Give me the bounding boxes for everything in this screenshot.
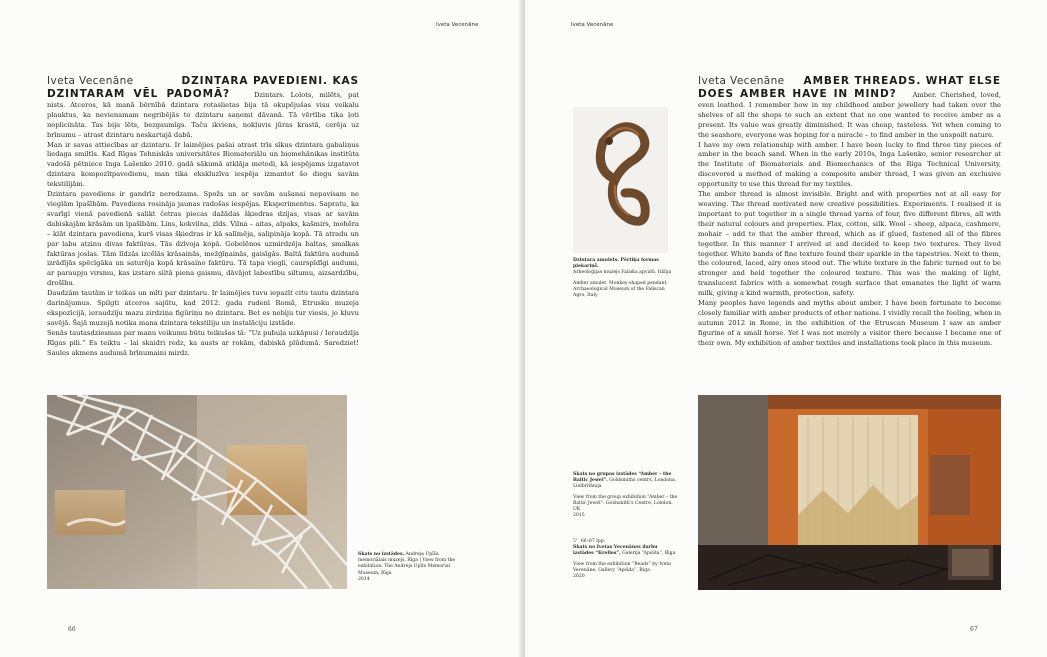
right-page bbox=[525, 0, 1047, 657]
left-running-head: Iveta Vecenāne bbox=[436, 22, 479, 28]
lattice-installation-photo bbox=[47, 395, 347, 589]
english-paragraph-1: DOES AMBER HAVE IN MIND? Amber. Cherished, loved, even loathed. I remember how in my childhood amber jewellery had taken over the shelves of all the shops to such an extent that no one wanted to receive amber as a present. Its value was greatly diminished. It was cheap, tasteless. Yet when coming to the seashore, everyone was hoping for a miracle – to find amber in the unspoilt nature. bbox=[698, 88, 1001, 139]
left-page-number: 66 bbox=[68, 626, 76, 633]
latvian-title-part-2: DZINTARAM VĒL PADOMĀ? bbox=[47, 88, 230, 100]
latvian-paragraph-2: Man ir savas attiecības ar dzintaru. Ir laimējies pašai atrast trīs sīkus dzintara gabaliņus liedaga smiltīs. Kad Rīgas Tehniskās universitātes Biomateriālu un biomehānikas institūta vadošā pētniece Inga Lašenko 2010. gadā sākumā atklāja metodi, kā iespējams izgatavot dzintara kompozītpavedienu, man tika ekskluzīva iespēja izmantot šo diegu savām tekstilijām. bbox=[47, 140, 359, 189]
author-name-en: Iveta Vecenāne bbox=[698, 75, 785, 87]
latvian-paragraph-1: DZINTARAM VĒL PADOMĀ? Dzintars. Lolots, milēts, pat nists. Atceros, kā manā bērnībā dzintara rotaslietas bija tā okupējušas visu veikalu plauktus, ka nevienamam negribējās to dzintaru saņemt dāvanā. Tā vērtība tika ļoti noplicināta. Tas bija lēts, bezgaumīgs. Taču ikviens, nokļuvis jūras krastā, cerēja uz brīnumu – atrast dzintaru neskartajā dabā. bbox=[47, 88, 359, 139]
gallery-tapestry-photo bbox=[698, 395, 1001, 590]
english-paragraph-4: Many peoples have legends and myths about amber. I have been fortunate to become closely familiar with amber products of other nations. I vividly recall the feeling, when in autumn 2012 in Rome, in the exhibition of the Etruscan Museum I saw an amber figurine of a small horse. Yet I was not merely a visitor there because I became one of their own. My exhibition of amber textiles and installations took place in this museum. bbox=[698, 299, 1001, 347]
beads-exhibition-caption: ▽ 66–67 lpp. Skats no Ivetas Vecenānes darbu izstādes “Krelles”. Galerija “Apsīda”, Rīga View from the exhibition “Beads” by Iveta Vecenāne. Gallery “Apsīda”, Riga 2020 bbox=[573, 538, 676, 580]
english-title-part-1: AMBER THREADS. WHAT ELSE bbox=[803, 75, 1001, 87]
right-page-number: 67 bbox=[970, 626, 978, 633]
group-exhibition-caption: Skats no grupas izstādes “Amber – the Baltic Jewel”. Goldsmiths centrs, Londona, Lielbritānija View from the group exhibition “Amber – the Baltic Jewel”. Goldsmith’s Centre, London. UK 2015 bbox=[573, 472, 678, 519]
latvian-paragraph-5: Senās tautasdziesmas par manu veikumu būtu teikušas tā: “Uz pubuļa uzkāpusi / Ieraudzīja Rīgas pili.” Es teiktu – lai skaidri redz, ka austs ar rokām, dabiskā plūdumā. Saredziet! Saules akmens audumā brīnumaini mirdz. bbox=[47, 328, 360, 357]
amulet-caption: Dzintara amulets. Pērtiķa formas piekariņš. Arheoloģijas muzejs Faliska apvidū, Itālija Amber amulet. Monkey-shaped pendant. Archaeological Museum of the Faliscan Agro, Italy bbox=[573, 258, 672, 299]
author-name: Iveta Vecenāne bbox=[47, 75, 134, 87]
english-paragraph-3: The amber thread is almost invisible. Bright and with properties not at all easy for weaving. The thread motivated new creative possibilities. Experiments. I realised it is important to put together in a single thread yarns of four, five different fibres, all with their natural colours and properties. Flax, cotton, silk. Wool – sheep, alpaca, cashmere, mohair – add to that the amber thread, which as if glued, fastened all of the fibres together. In this manner I arrived at and decided to keep two textures. They lived together. White bands of fine texture found their sparkle in the tapestries. Next to them, the coloured, laced, airy ones stood out. The white texture in the fabric turned out to be stronger and held together the coloured texture. This was the making of light, translucent fabrics with a somewhat rough surface that emanates the light of warm milk, giving a kind warmth, protection, safety. bbox=[698, 190, 1001, 298]
running-head: Iveta Vecenāne bbox=[571, 22, 614, 28]
latvian-paragraph-3: Dzintara pavediens ir gandrīz neredzams. Spožs un ar savām aušanai nepavisam ne vieglām īpašībām. Pavediens rosināja jaunas radošas iespējas. Eksperimentus. Sapratu, ka svarīgi vienā pavedienā salikt četras piecas dažādas šķiedras dzijas, visas ar savām dabiskajām krāsām un īpašībām. Lins, kokvilna, zīds. Vilna – aitas, alpaks, kašmirs, mohēra – klāt dzintara pavediens, kurš visas šķiedras ir kā salīmēja, salipināja kopā. Tā atradu un par labu atzinu divas faktūras. Tās dzīvoja kopā. Gobelēnos uzmirdzēja baltas, smalkas faktūras joslas. Tām līdzās izcēlās krāsainās, mežģīņainās, gaisīgās. Baltā faktūra audumā izrādījās spēcīgāka un saturēja kopā krāsaino faktūru. Tā tapa viegli, caurspīdīgi audumi, ar paraupju virsmu, kas izstaro siltā piena gaismu, dāvājot labestību siltumu, aizsardzību, drošību. bbox=[47, 190, 359, 288]
english-article bbox=[698, 73, 1001, 349]
amber-amulet-photo bbox=[573, 107, 668, 253]
english-title-part-2: DOES AMBER HAVE IN MIND? bbox=[698, 88, 897, 100]
latvian-article bbox=[47, 73, 359, 358]
triangle-down-icon: ▽ bbox=[573, 538, 577, 544]
english-paragraph-2: I have my own relationship with amber. I have been lucky to find three tiny pieces of amber in the beach sand. When in the early 2010s, Inga Lašenko, senior researcher at the Institute of Biomaterials and Biomechanics of the Riga Technical University, discovered a method of making a composite amber thread, I was given an exclusive opportunity to use this thread for my textiles. bbox=[698, 140, 1001, 189]
lattice-photo-caption: Skats no izstādes. Andreja Upīša memoriālais muzejs, Rīga | View from the exhibition. The Andrejs Upīts Memorial Museum, Rīga 2014 bbox=[358, 552, 456, 582]
latvian-paragraph-4: Daudzām tautām ir teikas un mīti par dzintaru. Ir laimējies tuvu iepazīt citu tautu dzintara darinājumus. Spilgti atceros sajūtu, kad 2012. gada rudenī Romā, Etrusku muzeja ekspozīcijā, ieraudzīju mazu zirdziņa figūriņu no dzintara. Bet es nebiju tur viesis, jo kļuvu savējā. Šajā muzejā notika mana dzintara tekstiliju un instalāciju izstāde. bbox=[47, 289, 359, 327]
latvian-title-part-1: DZINTARA PAVEDIENI. KAS bbox=[181, 75, 359, 87]
left-page bbox=[0, 0, 522, 657]
